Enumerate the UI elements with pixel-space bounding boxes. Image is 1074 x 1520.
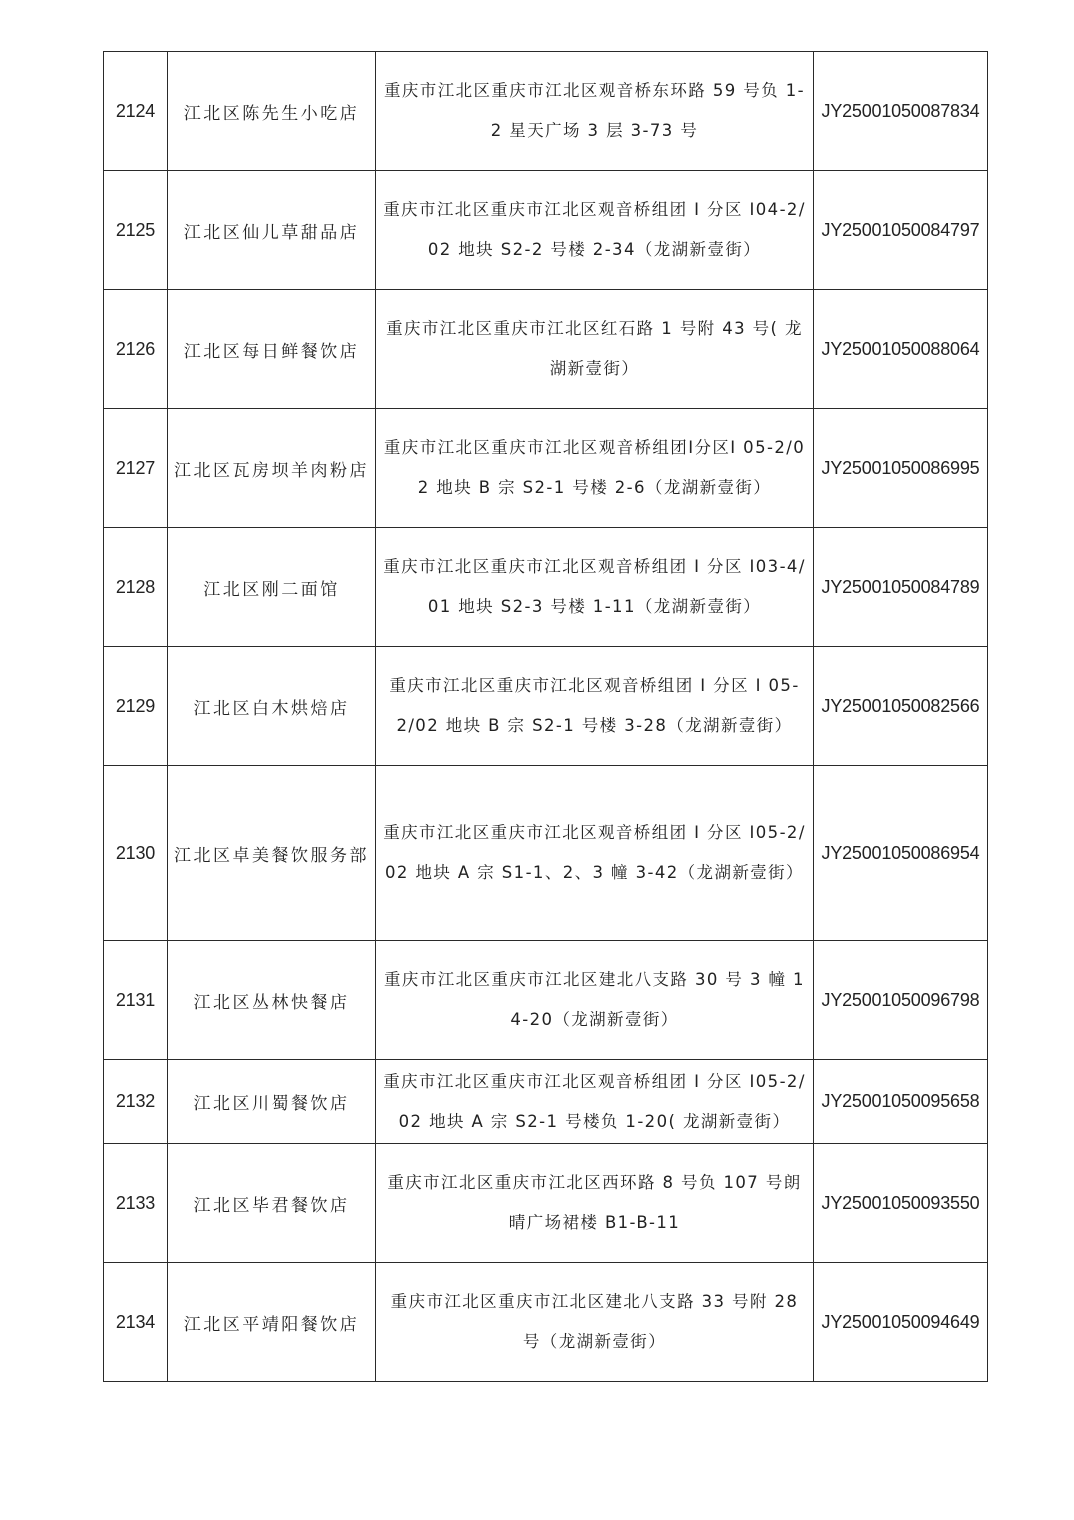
business-name: 江北区川蜀餐饮店 [168,1060,376,1144]
license-number: JY25001050093550 [814,1144,988,1263]
row-number: 2133 [104,1144,168,1263]
row-number: 2129 [104,647,168,766]
license-number: JY25001050084789 [814,528,988,647]
license-number: JY25001050095658 [814,1060,988,1144]
row-number: 2126 [104,290,168,409]
business-name: 江北区白木烘焙店 [168,647,376,766]
business-address: 重庆市江北区重庆市江北区观音桥组团 I 分区 I 05-2/02 地块 B 宗 S2-1 号楼 3-28（龙湖新壹街） [376,647,814,766]
business-address: 重庆市江北区重庆市江北区观音桥东环路 59 号负 1-2 星天广场 3 层 3-73 号 [376,52,814,171]
table-body [104,52,988,1382]
row-number: 2130 [104,766,168,941]
business-address: 重庆市江北区重庆市江北区红石路 1 号附 43 号( 龙湖新壹街） [376,290,814,409]
table-row [104,290,988,409]
row-number: 2128 [104,528,168,647]
business-address: 重庆市江北区重庆市江北区建北八支路 30 号 3 幢 14-20（龙湖新壹街） [376,941,814,1060]
business-registry-table [103,51,988,1382]
license-number: JY25001050084797 [814,171,988,290]
business-name: 江北区陈先生小吃店 [168,52,376,171]
table-row [104,409,988,528]
table-row [104,171,988,290]
row-number: 2124 [104,52,168,171]
license-number: JY25001050087834 [814,52,988,171]
license-number: JY25001050086954 [814,766,988,941]
business-address: 重庆市江北区重庆市江北区西环路 8 号负 107 号朗晴广场裙楼 B1-B-11 [376,1144,814,1263]
license-number: JY25001050086995 [814,409,988,528]
license-number: JY25001050082566 [814,647,988,766]
row-number: 2134 [104,1263,168,1382]
business-name: 江北区每日鲜餐饮店 [168,290,376,409]
license-number: JY25001050088064 [814,290,988,409]
row-number: 2131 [104,941,168,1060]
table-row [104,1060,988,1144]
row-number: 2132 [104,1060,168,1144]
business-name: 江北区刚二面馆 [168,528,376,647]
license-number: JY25001050094649 [814,1263,988,1382]
business-address: 重庆市江北区重庆市江北区观音桥组团 I 分区 I05-2/02 地块 A 宗 S1-1、2、3 幢 3-42（龙湖新壹街） [376,766,814,941]
row-number: 2127 [104,409,168,528]
business-name: 江北区平靖阳餐饮店 [168,1263,376,1382]
table-row [104,766,988,941]
row-number: 2125 [104,171,168,290]
business-address: 重庆市江北区重庆市江北区观音桥组团Ⅰ分区Ⅰ 05-2/02 地块 B 宗 S2-1 号楼 2-6（龙湖新壹街） [376,409,814,528]
table-row [104,1144,988,1263]
table-row [104,1263,988,1382]
business-name: 江北区丛林快餐店 [168,941,376,1060]
business-name: 江北区卓美餐饮服务部 [168,766,376,941]
business-name: 江北区瓦房坝羊肉粉店 [168,409,376,528]
business-name: 江北区毕君餐饮店 [168,1144,376,1263]
table-row [104,941,988,1060]
license-number: JY25001050096798 [814,941,988,1060]
business-address: 重庆市江北区重庆市江北区观音桥组团 I 分区 I03-4/01 地块 S2-3 号楼 1-11（龙湖新壹街） [376,528,814,647]
business-address: 重庆市江北区重庆市江北区观音桥组团 I 分区 I04-2/02 地块 S2-2 号楼 2-34（龙湖新壹街） [376,171,814,290]
table-row [104,647,988,766]
business-name: 江北区仙儿草甜品店 [168,171,376,290]
table-row [104,52,988,171]
business-address: 重庆市江北区重庆市江北区观音桥组团 I 分区 I05-2/02 地块 A 宗 S2-1 号楼负 1-20( 龙湖新壹街） [376,1060,814,1144]
business-address: 重庆市江北区重庆市江北区建北八支路 33 号附 28 号（龙湖新壹街） [376,1263,814,1382]
table-row [104,528,988,647]
